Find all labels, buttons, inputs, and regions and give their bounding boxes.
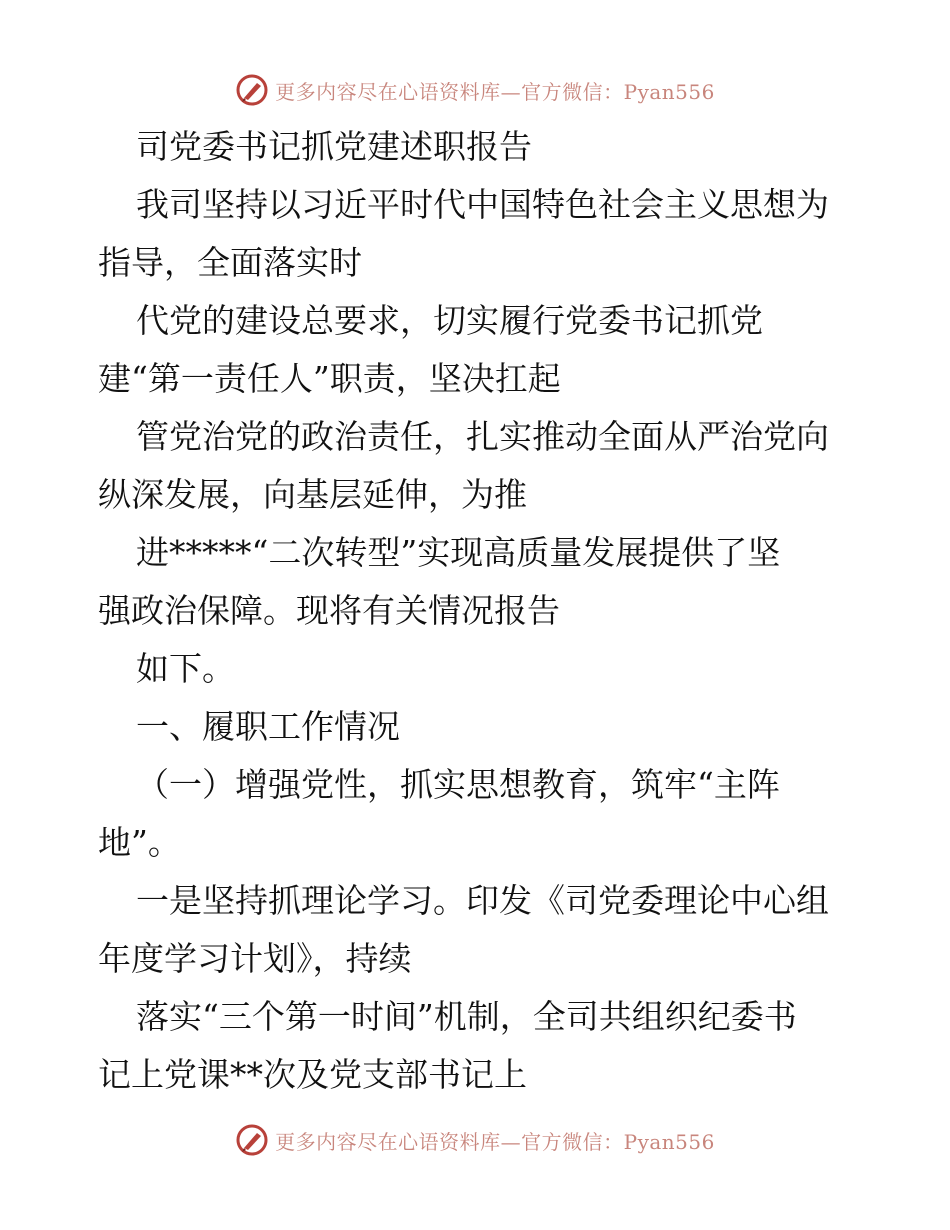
text-line: 纵深发展，向基层延伸，为推 [98,475,527,514]
text-line: 我司坚持以习近平时代中国特色社会主义思想为 [136,185,829,224]
text-line: 地”。 [98,823,181,862]
footer-watermark [0,1120,950,1160]
header-watermark [0,70,950,110]
pen-logo-icon [235,1123,269,1157]
text-line: 进*****“二次转型”实现高质量发展提供了坚 [136,533,781,572]
text-line: 指导，全面落实时 [98,243,362,282]
text-line: 建“第一责任人”职责，坚决扛起 [98,359,561,398]
watermark-text: 更多内容尽在心语资料库—官方微信：Pyan556 [275,79,715,104]
text-line: 如下。 [136,649,235,688]
text-line: 一、履职工作情况 [136,707,400,746]
text-line: 管党治党的政治责任，扎实推动全面从严治党向 [136,417,829,456]
text-line: 落实“三个第一时间”机制，全司共组织纪委书 [136,997,797,1036]
text-line: 司党委书记抓党建述职报告 [136,127,532,166]
pen-logo-icon [235,73,269,107]
document-body [98,118,858,1104]
watermark-text: 更多内容尽在心语资料库—官方微信：Pyan556 [275,1129,715,1154]
text-line: （一）增强党性，抓实思想教育，筑牢“主阵 [136,765,780,804]
text-line: 年度学习计划》，持续 [98,939,412,978]
text-line: 一是坚持抓理论学习。印发《司党委理论中心组 [136,881,829,920]
text-line: 代党的建设总要求，切实履行党委书记抓党 [136,301,763,340]
text-line: 强政治保障。现将有关情况报告 [98,591,560,630]
text-line: 记上党课**次及党支部书记上 [98,1055,527,1094]
